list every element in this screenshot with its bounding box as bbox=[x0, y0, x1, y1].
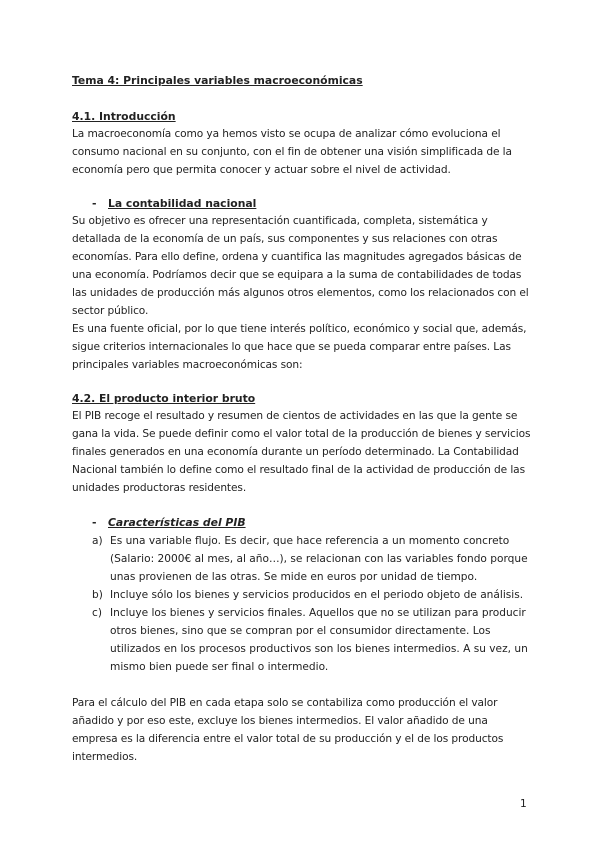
bullet-dash: - bbox=[92, 516, 97, 529]
list-item-text: Incluye sólo los bienes y servicios producidos en el periodo objeto de análisis. bbox=[110, 589, 524, 601]
contabilidad-paragraph-2: Es una fuente oficial, por lo que tiene interés político, económico y social que, además, sigue criterios internacionales lo que hace que se pueda comparar entre países. Las principales variables macroeconómicas son: bbox=[72, 323, 527, 371]
list-marker: b) bbox=[92, 589, 103, 601]
list-item-text: Es una variable flujo. Es decir, que hace referencia a un momento concreto (Salario: 2000€ al mes, al año…), se relacionan con las variables fondo porque unas provienen de las otras. Se mide en euros por unidad de tiempo. bbox=[110, 535, 528, 583]
closing-paragraph: Para el cálculo del PIB en cada etapa solo se contabiliza como producción el valor añadido y por eso este, excluye los bienes intermedios. El valor añadido de una empresa es la diferencia entre el valor total de su producción y el de los productos intermedios. bbox=[72, 697, 504, 763]
contabilidad-paragraph-1: Su objetivo es ofrecer una representación cuantificada, completa, sistemática y detallada de la economía de un país, sus componentes y sus relaciones con otras economías. Para ello define, ordena y cuantifica las magnitudes agregados básicas de una economía. Podríamos decir que se equipara a la suma de contabilidades de todas las unidades de producción más algunos otros elementos, como los relacionados con el sector público. bbox=[72, 215, 529, 317]
list-item-text: Incluye los bienes y servicios finales. Aquellos que no se utilizan para producir otros bienes, sino que se compran por el consumidor directamente. Los utilizados en los procesos productivos son los bienes intermedios. A su vez, un mismo bien puede ser final o intermedio. bbox=[110, 607, 528, 673]
characteristics-list bbox=[92, 532, 532, 676]
document-title: Tema 4: Principales variables macroeconómicas bbox=[72, 74, 363, 87]
list-item bbox=[92, 532, 532, 586]
list-item bbox=[92, 586, 532, 604]
list-marker: a) bbox=[92, 535, 103, 547]
intro-paragraph: La macroeconomía como ya hemos visto se ocupa de analizar cómo evoluciona el consumo nacional en su conjunto, con el fin de obtener una visión simplificada de la economía pero que permita conocer y actuar sobre el nivel de actividad. bbox=[72, 128, 512, 176]
section-heading-introduccion: 4.1. Introducción bbox=[72, 110, 176, 123]
list-marker: c) bbox=[92, 607, 102, 619]
list-item bbox=[92, 604, 532, 676]
subheading-caracteristicas-pib: Características del PIB bbox=[108, 516, 246, 529]
page-number: 1 bbox=[520, 798, 527, 810]
bullet-dash: - bbox=[92, 197, 97, 210]
pib-paragraph: El PIB recoge el resultado y resumen de cientos de actividades en las que la gente se gana la vida. Se puede definir como el valor total de la producción de bienes y servicios finales generados en una economía durante un período determinado. La Contabilidad Nacional también lo define como el resultado final de la actividad de producción de las unidades productoras residentes. bbox=[72, 410, 531, 494]
section-heading-pib: 4.2. El producto interior bruto bbox=[72, 392, 256, 405]
subheading-contabilidad-nacional: La contabilidad nacional bbox=[108, 197, 257, 210]
